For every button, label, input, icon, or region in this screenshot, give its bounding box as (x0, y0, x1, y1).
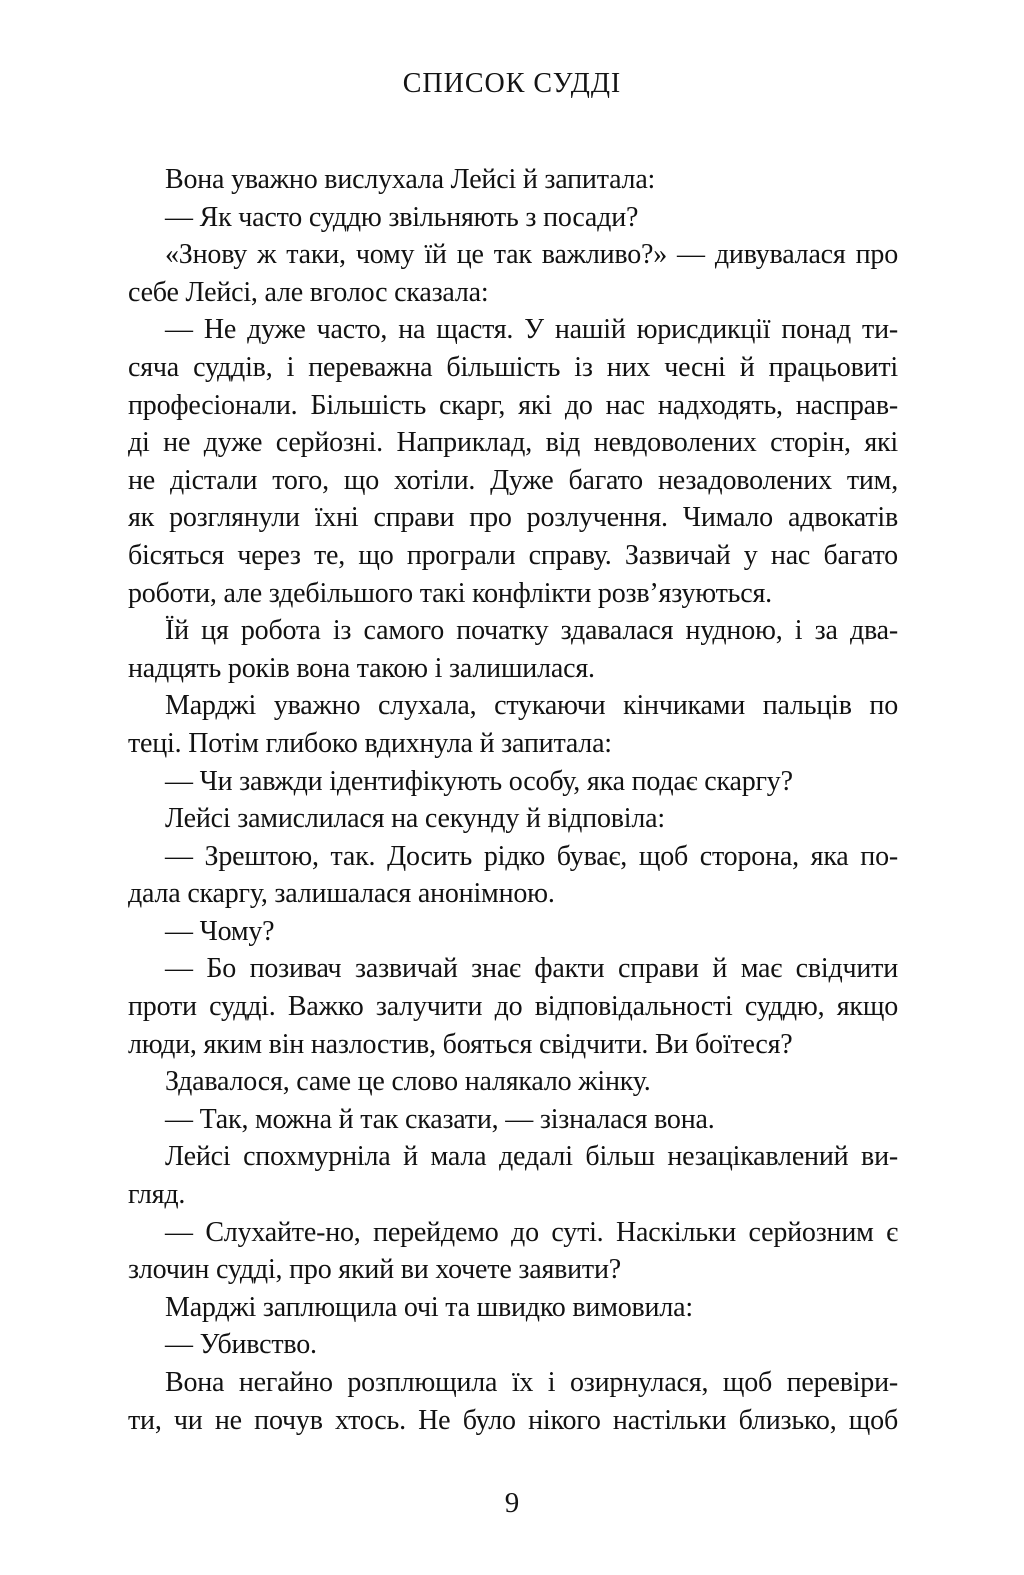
text-line: — Не дуже часто, на щастя. У нашій юрисдикції понад ти- (165, 314, 898, 346)
text-line: Вона уважно вислухала Лейсі й запитала: (165, 164, 656, 195)
text-line: гляд. (128, 1179, 186, 1211)
text-line: — Бо позивач зазвичай знає факти справи й має свідчити (165, 953, 898, 985)
page-number: 9 (504, 1487, 520, 1519)
text-line: Їй ця робота із самого початку здавалася нудною, і за два- (165, 615, 898, 647)
text-line: — Чому? (165, 915, 275, 947)
body-text (128, 161, 898, 1439)
text-line: — Слухайте-но, перейдемо до суті. Наскільки серйозним є (165, 1216, 898, 1248)
text-line: сяча суддів, і переважна більшість із них чесні й працьовиті (128, 351, 898, 383)
text-line: злочин судді, про який ви хочете заявити? (128, 1254, 621, 1286)
text-line: роботи, але здебільшого такі конфлікти розв’язуються. (128, 577, 772, 609)
text-line: Марджі заплющила очі та швидко вимовила: (165, 1291, 693, 1323)
text-line: себе Лейсі, але вголос сказала: (128, 276, 489, 308)
text-line: бісяться через те, що програли справу. Зазвичай у нас багато (128, 539, 898, 571)
running-head: СПИСОК СУДДІ (402, 68, 622, 99)
text-line: — Убивство. (165, 1329, 317, 1361)
text-line: Здавалося, саме це слово налякало жінку. (165, 1066, 651, 1098)
text-line: Лейсі замислилася на секунду й відповіла: (165, 803, 665, 835)
text-line: ти, чи не почув хтось. Не було нікого настільки близько, щоб (128, 1404, 898, 1436)
text-line: ді не дуже серйозні. Наприклад, від невдоволених сторін, які (128, 427, 898, 459)
text-line: «Знову ж таки, чому їй це так важливо?» — дивувалася про (165, 239, 898, 271)
text-line: — Чи завжди ідентифікують особу, яка подає скаргу? (165, 765, 793, 797)
text-line: професіонали. Більшість скарг, які до нас надходять, насправ- (128, 389, 898, 421)
text-line: надцять років вона такою і залишилася. (128, 652, 595, 684)
text-line: люди, яким він назлостив, бояться свідчити. Ви боїтеся? (128, 1028, 793, 1060)
text-line: дала скаргу, залишалася анонімною. (128, 878, 555, 910)
text-line: — Зрештою, так. Досить рідко буває, щоб сторона, яка по- (165, 840, 898, 872)
text-line: — Так, можна й так сказати, — зізналася вона. (165, 1103, 715, 1135)
text-line: Вона негайно розплющила їх і озирнулася, щоб перевіри- (165, 1367, 898, 1398)
text-line: Марджі уважно слухала, стукаючи кінчиками пальців по (165, 690, 898, 722)
text-line: проти судді. Важко залучити до відповідальності суддю, якщо (128, 991, 898, 1023)
text-line: не дістали того, що хотіли. Дуже багато незадоволених тим, (128, 464, 898, 496)
text-line: — Як часто суддю звільняють з посади? (165, 201, 639, 233)
text-line: Лейсі спохмурніла й мала дедалі більш незацікавлений ви- (165, 1141, 898, 1173)
text-line: теці. Потім глибоко вдихнула й запитала: (128, 727, 612, 759)
text-line: як розглянули їхні справи про розлучення. Чимало адвокатів (128, 502, 898, 534)
